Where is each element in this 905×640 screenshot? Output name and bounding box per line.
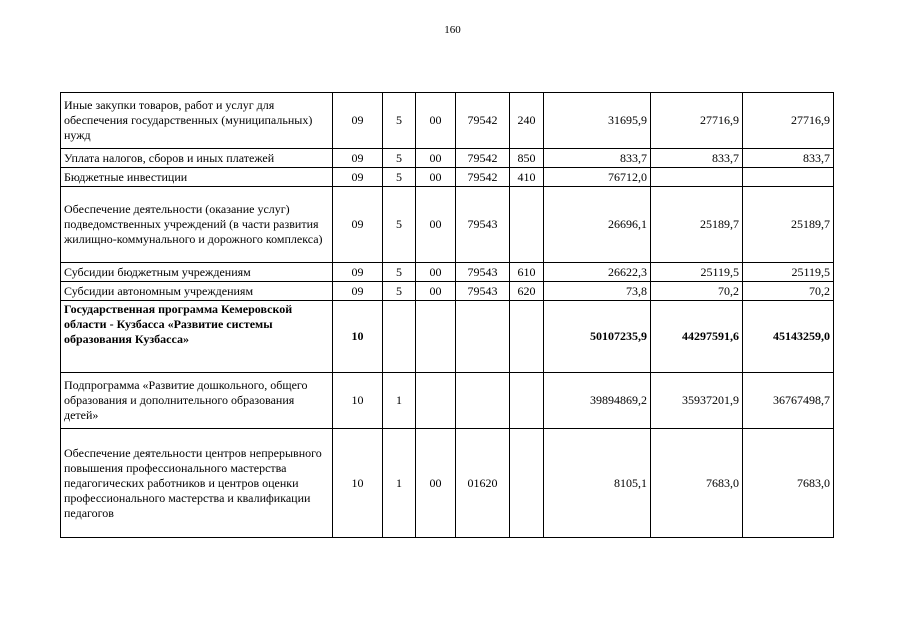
section-code: 09 (333, 149, 383, 168)
table-row (61, 263, 834, 282)
expense-type-code (510, 187, 544, 263)
section-code: 10 (333, 429, 383, 538)
program-code: 5 (383, 187, 416, 263)
subprogram-code: 00 (416, 263, 456, 282)
amount-year-2: 7683,0 (651, 429, 743, 538)
amount-year-1: 833,7 (544, 149, 651, 168)
amount-year-1: 8105,1 (544, 429, 651, 538)
amount-year-1: 39894869,2 (544, 373, 651, 429)
table-row (61, 373, 834, 429)
amount-year-2: 25119,5 (651, 263, 743, 282)
amount-year-1: 73,8 (544, 282, 651, 301)
subprogram-code (416, 301, 456, 373)
program-code: 5 (383, 93, 416, 149)
section-code: 09 (333, 263, 383, 282)
table-row (61, 187, 834, 263)
expense-type-code: 850 (510, 149, 544, 168)
amount-year-3: 7683,0 (743, 429, 834, 538)
subprogram-code: 00 (416, 429, 456, 538)
program-code (383, 301, 416, 373)
section-code: 09 (333, 168, 383, 187)
amount-year-2: 833,7 (651, 149, 743, 168)
section-code: 09 (333, 93, 383, 149)
subprogram-code (416, 373, 456, 429)
amount-year-3: 70,2 (743, 282, 834, 301)
target-article-code: 79543 (456, 187, 510, 263)
amount-year-3: 25189,7 (743, 187, 834, 263)
expense-type-code (510, 301, 544, 373)
row-name: Государственная программа Кемеровской области - Кузбасса «Развитие системы образования Кузбасса» (61, 301, 333, 373)
budget-table (60, 92, 834, 538)
section-code: 10 (333, 373, 383, 429)
section-code: 10 (333, 301, 383, 373)
row-name: Обеспечение деятельности центров непрерывного повышения профессионального мастерства педагогических работников и центров оценки профессионального мастерства и квалификации педагогов (61, 429, 333, 538)
amount-year-2: 35937201,9 (651, 373, 743, 429)
row-name: Обеспечение деятельности (оказание услуг) подведомственных учреждений (в части развития жилищно-коммунального и дорожного комплекса) (61, 187, 333, 263)
expense-type-code (510, 429, 544, 538)
amount-year-2: 25189,7 (651, 187, 743, 263)
section-code: 09 (333, 282, 383, 301)
table-row (61, 301, 834, 373)
amount-year-1: 76712,0 (544, 168, 651, 187)
target-article-code (456, 373, 510, 429)
amount-year-3 (743, 168, 834, 187)
amount-year-3: 25119,5 (743, 263, 834, 282)
amount-year-3: 27716,9 (743, 93, 834, 149)
target-article-code: 79543 (456, 263, 510, 282)
amount-year-2: 44297591,6 (651, 301, 743, 373)
amount-year-3: 36767498,7 (743, 373, 834, 429)
program-code: 5 (383, 149, 416, 168)
table-row (61, 168, 834, 187)
amount-year-1: 26622,3 (544, 263, 651, 282)
row-name: Подпрограмма «Развитие дошкольного, общего образования и дополнительного образования детей» (61, 373, 333, 429)
amount-year-1: 31695,9 (544, 93, 651, 149)
target-article-code: 79542 (456, 149, 510, 168)
program-code: 1 (383, 373, 416, 429)
expense-type-code: 620 (510, 282, 544, 301)
amount-year-1: 26696,1 (544, 187, 651, 263)
expense-type-code: 410 (510, 168, 544, 187)
subprogram-code: 00 (416, 187, 456, 263)
target-article-code: 79543 (456, 282, 510, 301)
target-article-code: 79542 (456, 168, 510, 187)
table-row (61, 93, 834, 149)
amount-year-3: 833,7 (743, 149, 834, 168)
amount-year-2 (651, 168, 743, 187)
program-code: 5 (383, 168, 416, 187)
target-article-code: 01620 (456, 429, 510, 538)
program-code: 1 (383, 429, 416, 538)
amount-year-3: 45143259,0 (743, 301, 834, 373)
program-code: 5 (383, 263, 416, 282)
row-name: Иные закупки товаров, работ и услуг для обеспечения государственных (муниципальных) нужд (61, 93, 333, 149)
row-name: Бюджетные инвестиции (61, 168, 333, 187)
table-row (61, 429, 834, 538)
expense-type-code (510, 373, 544, 429)
table-row (61, 282, 834, 301)
amount-year-2: 27716,9 (651, 93, 743, 149)
amount-year-2: 70,2 (651, 282, 743, 301)
row-name: Субсидии автономным учреждениям (61, 282, 333, 301)
program-code: 5 (383, 282, 416, 301)
subprogram-code: 00 (416, 149, 456, 168)
page-number: 160 (444, 24, 461, 36)
target-article-code: 79542 (456, 93, 510, 149)
subprogram-code: 00 (416, 168, 456, 187)
section-code: 09 (333, 187, 383, 263)
subprogram-code: 00 (416, 93, 456, 149)
target-article-code (456, 301, 510, 373)
amount-year-1: 50107235,9 (544, 301, 651, 373)
expense-type-code: 610 (510, 263, 544, 282)
expense-type-code: 240 (510, 93, 544, 149)
subprogram-code: 00 (416, 282, 456, 301)
row-name: Уплата налогов, сборов и иных платежей (61, 149, 333, 168)
row-name: Субсидии бюджетным учреждениям (61, 263, 333, 282)
table-row (61, 149, 834, 168)
